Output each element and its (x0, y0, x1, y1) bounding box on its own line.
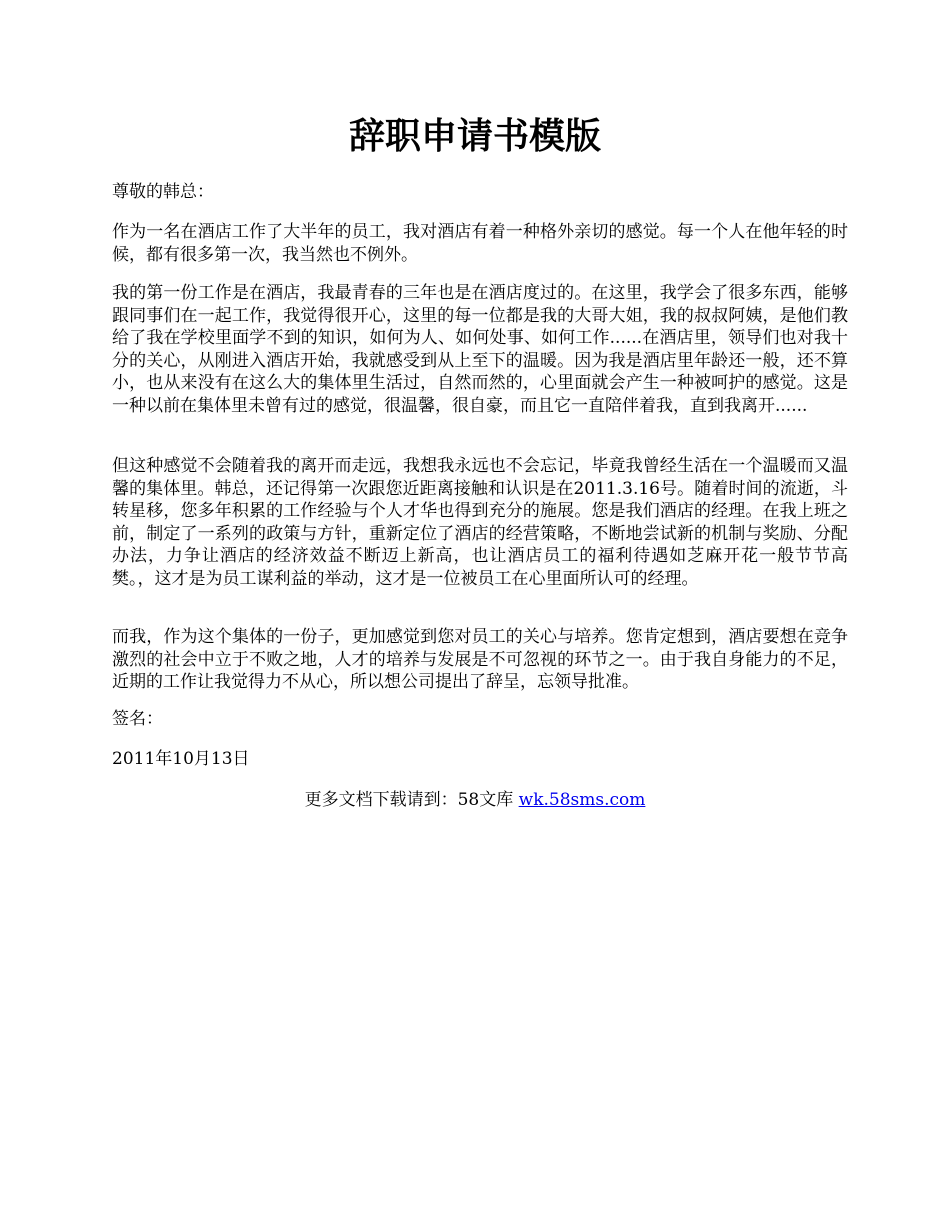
document-date: 2011年10月13日 (112, 749, 250, 769)
document-title: 辞职申请书模版 (348, 115, 601, 157)
paragraph-3: 但这种感觉不会随着我的离开而走远，我想我永远也不会忘记，毕竟我曾经生活在一个温暖而又温馨的集体里。韩总，还记得第一次跟您近距离接触和认识是在2011.3.16号。随着时间的流逝，斗转星移，您多年积累的工作经验与个人才华也得到充分的施展。您是我们酒店的经理。在我上班之前，制定了一系列的政策与方针，重新定位了酒店的经营策略，不断地尝试新的机制与奖励、分配办法，力争让酒店的经济效益不断迈上新高，也让酒店员工的福利待遇如芝麻开花一般节节高樊。，这才是为员工谋利益的举动，这才是一位被员工在心里面所认可的经理。 (112, 456, 848, 589)
footer (0, 789, 950, 812)
salutation: 尊敬的韩总： (112, 182, 214, 202)
signature-label: 签名： (112, 709, 163, 729)
paragraph-4: 而我，作为这个集体的一份子，更加感觉到您对员工的关心与培养。您肯定想到，酒店要想在竞争激烈的社会中立于不败之地，人才的培养与发展是不可忽视的环节之一。由于我自身能力的不足，近期的工作让我觉得力不从心，所以想公司提出了辞呈，忘领导批准。 (112, 627, 848, 692)
footer-link[interactable]: wk.58sms.com (518, 790, 646, 810)
footer-text: 更多文档下载请到：58文库 (304, 790, 519, 810)
paragraph-2: 我的第一份工作是在酒店，我最青春的三年也是在酒店度过的。在这里，我学会了很多东西，能够跟同事们在一起工作，我觉得很开心，这里的每一位都是我的大哥大姐，我的叔叔阿姨，是他们教给了我在学校里面学不到的知识，如何为人、如何处事、如何工作......在酒店里，领导们也对我十分的关心，从刚进入酒店开始，我就感受到从上至下的温暖。因为我是酒店里年龄还一般，还不算小，也从来没有在这么大的集体里生活过，自然而然的，心里面就会产生一种被呵护的感觉。这是一种以前在集体里未曾有过的感觉，很温馨，很自豪，而且它一直陪伴着我，直到我离开...... (112, 283, 848, 416)
paragraph-1: 作为一名在酒店工作了大半年的员工，我对酒店有着一种格外亲切的感觉。每一个人在他年轻的时候，都有很多第一次，我当然也不例外。 (112, 222, 848, 265)
